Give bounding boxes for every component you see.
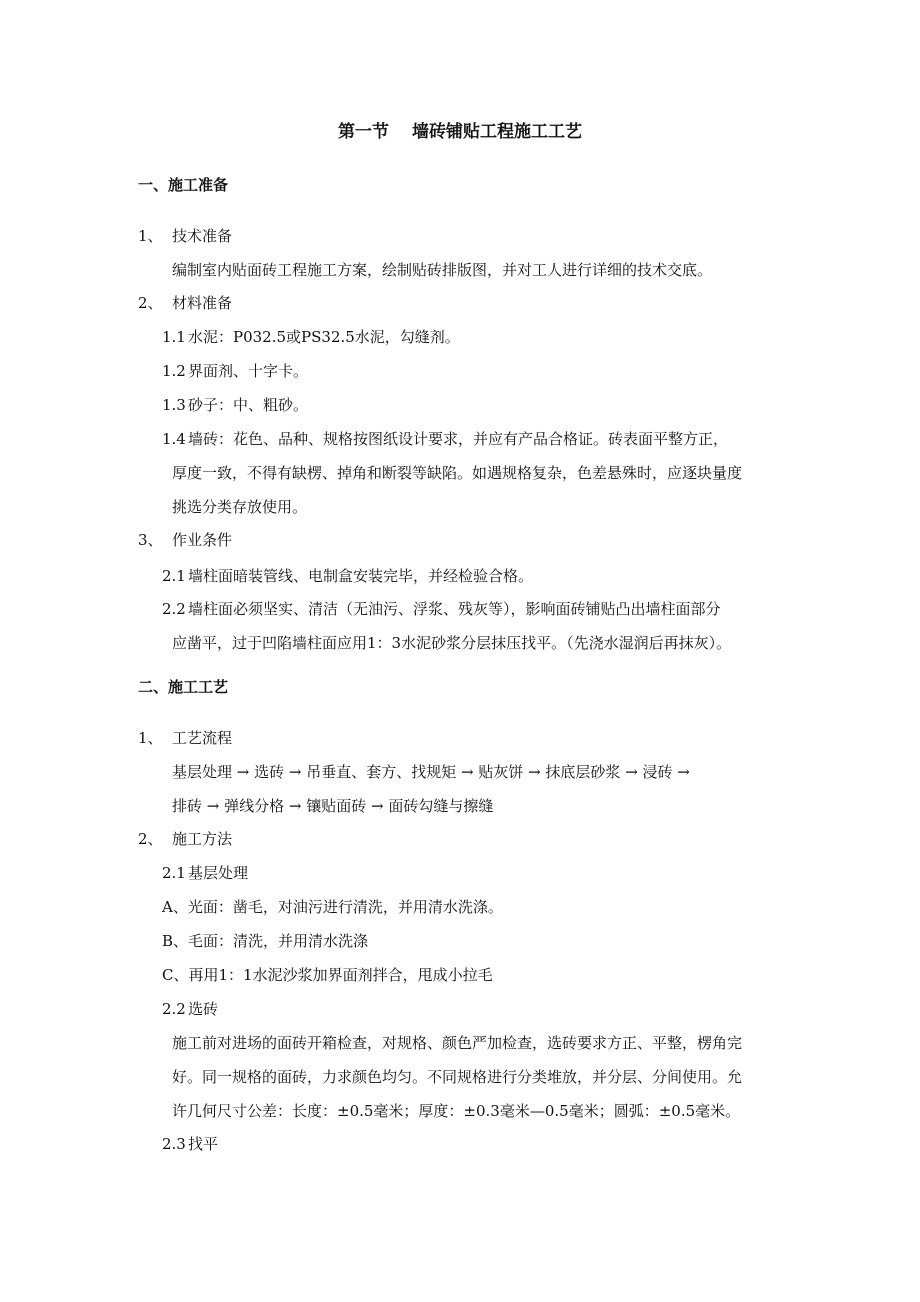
item-label: 材料准备: [172, 294, 233, 312]
item-number: 1、: [138, 227, 163, 245]
sub-item-number: 1.1: [162, 328, 186, 346]
item-number: 1、: [138, 729, 163, 747]
sub-item: [162, 361, 308, 381]
item-label: 技术准备: [172, 227, 233, 245]
item-number: 2、: [138, 830, 163, 848]
paragraph-line: 施工前对进场的面砖开箱检查，对规格、颜色严加检查，选砖要求方正、平整，楞角完: [172, 1034, 743, 1052]
sub-item-number: 2.2: [162, 1000, 186, 1018]
item-label: 施工方法: [172, 830, 233, 848]
sub-item: [162, 1134, 218, 1154]
sub-item-text: 墙柱面必须坚实、清洁（无油污、浮浆、残灰等），影响面砖铺贴凸出墙柱面部分: [188, 600, 721, 618]
item-label: 工艺流程: [172, 729, 233, 747]
sub-item-number: 1.3: [162, 396, 186, 414]
sub-item-text: 水泥：P032.5或PS32.5水泥，勾缝剂。: [188, 328, 460, 346]
sub-item-number: 1.4: [162, 430, 186, 448]
sub-item: [162, 863, 248, 883]
item-work-conditions: [138, 530, 232, 550]
paragraph-line: 许几何尺寸公差：长度：±0.5毫米；厚度：±0.3毫米—0.5毫米；圆弧：±0.5毫米。: [172, 1102, 741, 1120]
item-construction-method: [138, 829, 232, 849]
paragraph: 编制室内贴面砖工程施工方案，绘制贴砖排版图，并对工人进行详细的技术交底。: [172, 261, 713, 279]
sub-item: [162, 599, 721, 619]
sub-item-number: 2.3: [162, 1135, 186, 1153]
sub-item-number: 1.2: [162, 362, 186, 380]
list-item: A、光面：凿毛，对油污进行清洗，并用清水洗涤。: [162, 898, 503, 916]
sub-item-text: 墙砖：花色、品种、规格按图纸设计要求，并应有产品合格证。砖表面平整方正，: [188, 430, 729, 448]
list-item: B、毛面：清洗，并用清水洗涤: [162, 932, 369, 950]
continuation-line: 应凿平，过于凹陷墙柱面应用1：3水泥砂浆分层抹压找平。（先浇水湿润后再抹灰）。: [172, 634, 732, 652]
sub-item-text: 墙柱面暗装管线、电制盒安装完毕，并经检验合格。: [188, 567, 534, 585]
sub-item-text: 砂子：中、粗砂。: [188, 396, 309, 414]
sub-item: [162, 999, 218, 1019]
section-heading-process: 二、施工工艺: [138, 678, 229, 696]
continuation-line: 挑选分类存放使用。: [172, 498, 308, 516]
item-material-preparation: [138, 293, 232, 313]
item-process-flow: [138, 728, 232, 748]
sub-item-text: 选砖: [188, 1000, 219, 1018]
sub-item-number: 2.1: [162, 567, 186, 585]
sub-item: [162, 327, 460, 347]
item-label: 作业条件: [172, 531, 233, 549]
list-item: C、再用1：1水泥沙浆加界面剂拌合，甩成小拉毛: [162, 966, 493, 984]
sub-item-number: 2.1: [162, 864, 186, 882]
sub-item: [162, 566, 533, 586]
page-title: 第一节 墙砖铺贴工程施工工艺: [338, 122, 582, 142]
sub-item-text: 基层处理: [188, 864, 249, 882]
sub-item: [162, 395, 308, 415]
section-heading-preparation: 一、施工准备: [138, 176, 229, 194]
item-number: 3、: [138, 531, 163, 549]
sub-item-text: 找平: [188, 1135, 219, 1153]
paragraph-line: 好。同一规格的面砖，力求颜色均匀。不同规格进行分类堆放，并分层、分间使用。允: [172, 1068, 743, 1086]
flow-line: 基层处理 → 选砖 → 吊垂直、套方、找规矩 → 贴灰饼 → 抹底层砂浆 → 浸砖 →: [172, 763, 690, 781]
item-number: 2、: [138, 294, 163, 312]
continuation-line: 厚度一致，不得有缺楞、掉角和断裂等缺陷。如遇规格复杂，色差悬殊时，应逐块量度: [172, 464, 743, 482]
sub-item-number: 2.2: [162, 600, 186, 618]
sub-item-text: 界面剂、十字卡。: [188, 362, 309, 380]
sub-item: [162, 429, 728, 449]
item-technical-preparation: [138, 226, 232, 246]
flow-line: 排砖 → 弹线分格 → 镶贴面砖 → 面砖勾缝与擦缝: [172, 797, 494, 815]
